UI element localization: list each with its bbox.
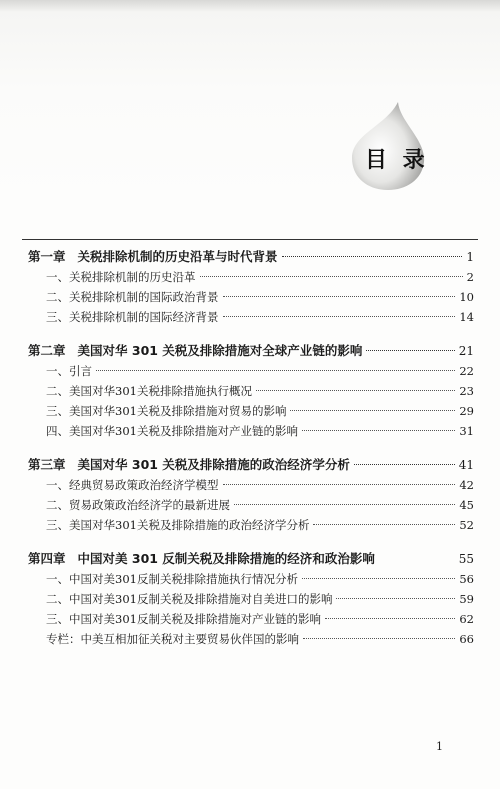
toc-section[interactable] xyxy=(28,307,474,327)
scan-edge-shadow xyxy=(0,0,500,12)
section-page: 31 xyxy=(459,424,474,438)
toc-chapter-2[interactable] xyxy=(28,341,474,361)
section-page: 66 xyxy=(459,632,474,646)
chapter-title: 美国对华 301 关税及排除措施对全球产业链的影响 xyxy=(77,343,363,358)
section-page: 45 xyxy=(459,498,474,512)
toc-section[interactable] xyxy=(28,475,474,495)
section-title: 二、美国对华301关税排除措施执行概况 xyxy=(46,384,252,398)
dot-leader xyxy=(303,638,455,639)
toc-section[interactable] xyxy=(28,267,474,287)
section-page: 56 xyxy=(459,572,474,586)
toc-section[interactable] xyxy=(28,421,474,441)
section-title: 二、关税排除机制的国际政治背景 xyxy=(46,290,219,304)
section-title: 一、中国对美301反制关税排除措施执行情况分析 xyxy=(46,572,298,586)
dot-leader xyxy=(223,316,456,317)
section-title: 一、引言 xyxy=(46,364,92,378)
dot-leader xyxy=(354,464,455,465)
chapter-page: 1 xyxy=(466,250,474,264)
toc-chapter-4[interactable] xyxy=(28,549,474,569)
dot-leader xyxy=(96,370,455,371)
section-title: 二、贸易政策政治经济学的最新进展 xyxy=(46,498,230,512)
dot-leader xyxy=(200,276,463,277)
chapter-number: 第四章 xyxy=(28,551,66,566)
table-of-contents xyxy=(28,247,474,663)
section-title: 专栏：中美互相加征关税对主要贸易伙伴国的影响 xyxy=(46,632,299,646)
toc-section[interactable] xyxy=(28,287,474,307)
chapter-title: 中国对美 301 反制关税及排除措施的经济和政治影响 xyxy=(77,551,375,566)
toc-group-chapter-3 xyxy=(28,455,474,535)
section-title: 一、关税排除机制的历史沿革 xyxy=(46,270,196,284)
section-page: 59 xyxy=(459,592,474,606)
dot-leader xyxy=(336,598,455,599)
chapter-page: 21 xyxy=(458,344,474,358)
toc-group-chapter-4 xyxy=(28,549,474,649)
chapter-number: 第一章 xyxy=(28,249,66,264)
dot-leader xyxy=(223,484,456,485)
toc-chapter-3[interactable] xyxy=(28,455,474,475)
dot-leader xyxy=(325,618,455,619)
section-title: 三、美国对华301关税及排除措施的政治经济学分析 xyxy=(46,518,310,532)
section-page: 23 xyxy=(459,384,474,398)
dot-leader xyxy=(223,296,456,297)
section-title: 三、中国对美301反制关税及排除措施对产业链的影响 xyxy=(46,612,321,626)
toc-section[interactable] xyxy=(28,589,474,609)
dot-leader xyxy=(256,390,455,391)
chapter-number: 第三章 xyxy=(28,457,66,472)
section-title: 四、美国对华301关税及排除措施对产业链的影响 xyxy=(46,424,298,438)
section-page: 10 xyxy=(459,290,474,304)
dot-leader xyxy=(366,350,454,351)
toc-chapter-1[interactable] xyxy=(28,247,474,267)
section-page: 52 xyxy=(459,518,474,532)
chapter-title: 美国对华 301 关税及排除措施的政治经济学分析 xyxy=(77,457,350,472)
section-page: 2 xyxy=(466,270,474,284)
dot-leader xyxy=(234,504,455,505)
toc-section-column[interactable] xyxy=(28,629,474,649)
page-title: 目 录 xyxy=(365,148,429,173)
toc-section[interactable] xyxy=(28,401,474,421)
section-page: 29 xyxy=(459,404,474,418)
section-page: 14 xyxy=(459,310,474,324)
chapter-page: 41 xyxy=(458,458,474,472)
toc-section[interactable] xyxy=(28,515,474,535)
dot-leader xyxy=(302,430,455,431)
dot-leader xyxy=(282,256,463,257)
section-title: 三、关税排除机制的国际经济背景 xyxy=(46,310,219,324)
toc-group-chapter-2 xyxy=(28,341,474,441)
section-title: 三、美国对华301关税及排除措施对贸易的影响 xyxy=(46,404,287,418)
section-page: 42 xyxy=(459,478,474,492)
section-title: 一、经典贸易政策政治经济学模型 xyxy=(46,478,219,492)
toc-section[interactable] xyxy=(28,609,474,629)
toc-section[interactable] xyxy=(28,569,474,589)
dot-leader xyxy=(290,410,455,411)
dot-leader xyxy=(313,524,455,525)
chapter-number: 第二章 xyxy=(28,343,66,358)
dot-leader xyxy=(302,578,455,579)
toc-section[interactable] xyxy=(28,361,474,381)
section-page: 62 xyxy=(459,612,474,626)
section-title: 二、中国对美301反制关税及排除措施对自美进口的影响 xyxy=(46,592,333,606)
page-number: 1 xyxy=(436,740,443,753)
toc-section[interactable] xyxy=(28,495,474,515)
chapter-title: 关税排除机制的历史沿革与时代背景 xyxy=(77,249,278,264)
chapter-page: 55 xyxy=(458,552,474,566)
section-page: 22 xyxy=(459,364,474,378)
toc-section[interactable] xyxy=(28,381,474,401)
toc-group-chapter-1 xyxy=(28,247,474,327)
top-rule xyxy=(22,239,478,240)
